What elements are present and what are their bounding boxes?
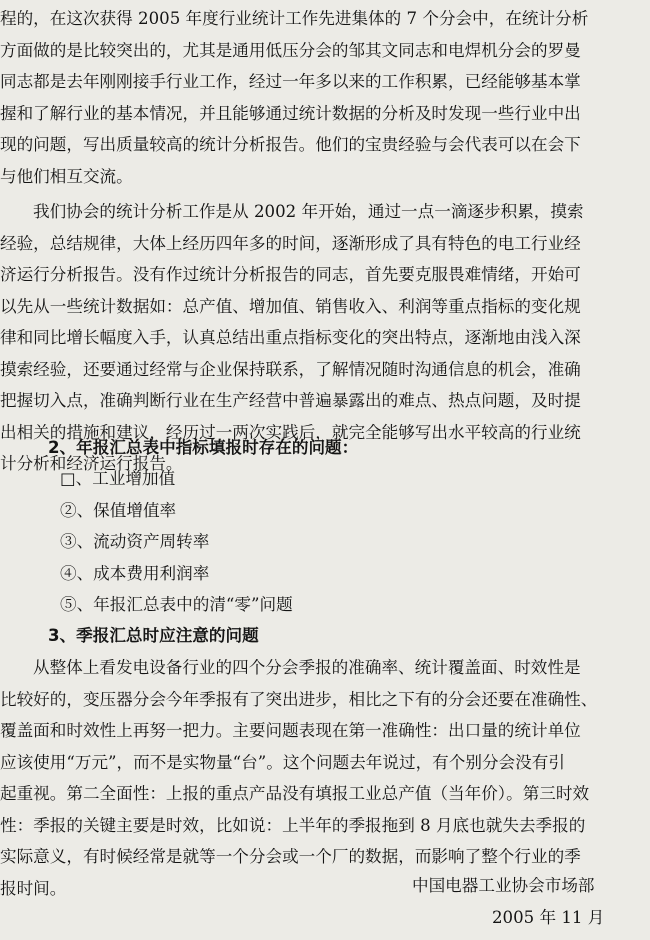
- section-heading-3: 3、季报汇总时应注意的问题: [48, 626, 259, 645]
- text-line: 方面做的是比较突出的，尤其是通用低压分会的邹其文同志和电焊机分会的罗曼: [0, 40, 581, 60]
- text-line: 应该使用“万元”，而不是实物量“台”。这个问题去年说过，有个别分会没有引: [0, 752, 565, 772]
- text-line: 现的问题，写出质量较高的统计分析报告。他们的宝贵经验与会代表可以在会下: [0, 135, 581, 154]
- text-line: 性：季报的关键主要是时效，比如说：上半年的季报拖到 8 月底也就失去季报的: [0, 815, 586, 835]
- text-line: 出相关的措施和建议，经历过一两次实践后，就完全能够写出水平较高的行业统: [0, 422, 581, 442]
- text-line: 把握切入点，准确判断行业在生产经营中普遍暴露出的难点、热点问题，及时提: [0, 391, 581, 410]
- text-line: 计分析和经济运行报告。: [0, 454, 183, 473]
- list-item: ⑤、年报汇总表中的清“零”问题: [60, 595, 293, 614]
- list-item: ②、保值增值率: [60, 500, 177, 520]
- list-item: ③、流动资产周转率: [60, 532, 210, 551]
- text-line: 从整体上看发电设备行业的四个分会季报的准确率、统计覆盖面、时效性是: [33, 658, 581, 677]
- text-line: 实际意义，有时候经常是就等一个分会或一个厂的数据，而影响了整个行业的季: [0, 847, 581, 866]
- text-line: 我们协会的统计分析工作是从 2002 年开始，通过一点一滴逐步积累，摸索: [33, 202, 584, 221]
- text-line: 比较好的，变压器分会今年季报有了突出进步，相比之下有的分会还要在准确性、: [0, 689, 598, 709]
- text-line: 同志都是去年刚刚接手行业工作，经过一年多以来的工作积累，已经能够基本掌: [0, 72, 581, 91]
- text-line: 程的，在这次获得 2005 年度行业统计工作先进集体的 7 个分会中，在统计分析: [0, 9, 589, 28]
- text-line: 覆盖面和时效性上再努一把力。主要问题表现在第一准确性：出口量的统计单位: [0, 721, 581, 740]
- text-line: 起重视。第二全面性：上报的重点产品没有填报工业总产值（当年价）。第三时效: [0, 784, 590, 803]
- list-item: ④、成本费用利润率: [60, 563, 210, 583]
- text-line: 摸索经验，还要通过经常与企业保持联系，了解情况随时沟通信息的机会，准确: [0, 359, 581, 379]
- text-line: 报时间。: [0, 878, 67, 898]
- signature-date: 2005 年 11 月: [492, 908, 605, 927]
- text-line: 与他们相互交流。: [0, 166, 133, 186]
- section-heading-2: 2、年报汇总表中指标填报时存在的问题：: [48, 438, 359, 457]
- list-item: □、工业增加值: [60, 469, 176, 488]
- text-line: 以先从一些统计数据如：总产值、增加值、销售收入、利润等重点指标的变化规: [0, 296, 581, 316]
- text-line: 经验，总结规律，大体上经历四年多的时间，逐渐形成了具有特色的电工行业经: [0, 233, 581, 253]
- text-line: 律和同比增长幅度入手，认真总结出重点指标变化的突出特点，逐渐地由浅入深: [0, 328, 581, 347]
- text-line: 握和了解行业的基本情况，并且能够通过统计数据的分析及时发现一些行业中出: [0, 103, 581, 123]
- text-line: 济运行分析报告。没有作过统计分析报告的同志，首先要克服畏难情绪，开始可: [0, 265, 581, 284]
- signature-organization: 中国电器工业协会市场部: [412, 876, 595, 895]
